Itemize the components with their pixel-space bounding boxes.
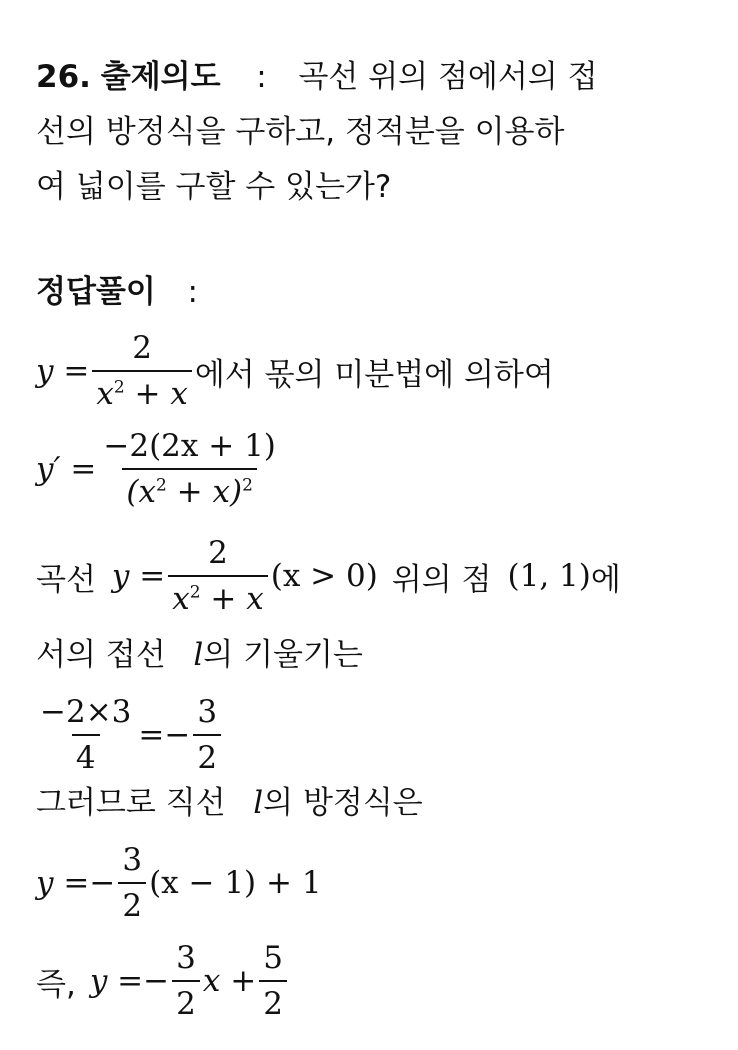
step8-fraction: [172, 940, 200, 1022]
step8-prefix: 즉,: [36, 966, 76, 1003]
intent-text-3: 여 넓이를 구할 수 있는가?: [36, 169, 392, 205]
step1-row: [36, 330, 554, 412]
step6-text-b: 의 방정식은: [263, 785, 423, 821]
step8-frac-num: 3: [176, 940, 196, 976]
step3-frac-num: 2: [208, 535, 228, 571]
step5-frac-num: −2×3: [40, 694, 132, 730]
step5-fraction-2: [193, 694, 221, 776]
intent-text-1: 곡선 위의 점에서의 접: [298, 59, 598, 95]
step5-frac-den: 4: [72, 734, 100, 776]
step8-frac2-num: 5: [263, 940, 283, 976]
step8-frac2-den: 2: [259, 980, 287, 1022]
step6-row: [36, 785, 423, 821]
step5-frac2-den: 2: [193, 734, 221, 776]
step3-point: (1, 1): [507, 558, 591, 594]
step8-fraction-2: [259, 940, 287, 1022]
problem-number: 26.: [36, 59, 91, 95]
step6-text-a: 그러므로 직선: [36, 785, 226, 821]
step3-suffix: 에: [590, 561, 621, 598]
step1-text: 에서 몫의 미분법에 의하여: [194, 356, 554, 393]
step5-fraction: [36, 694, 135, 776]
step4-row: [36, 637, 363, 673]
step6-var: l: [253, 785, 264, 821]
step4-var: l: [193, 637, 204, 673]
step1-fraction: [92, 330, 191, 412]
step5-frac2-num: 3: [197, 694, 218, 730]
step7-fraction: [118, 842, 146, 924]
step4-text-b: 의 기울기는: [203, 637, 363, 673]
intent-label: 출제의도: [100, 59, 221, 95]
step2-lhs: y′ =: [36, 451, 97, 487]
step4-text-a: 서의 접선: [36, 637, 166, 673]
step5-row: [36, 694, 224, 776]
step8-row: [36, 940, 290, 1022]
step7-lhs: y =−: [36, 865, 116, 901]
step2-fraction: [99, 428, 280, 510]
step3-row: [36, 535, 621, 617]
step5-equals: =−: [138, 717, 191, 753]
step3-fraction: [168, 535, 267, 617]
step7-frac-num: 3: [122, 842, 143, 878]
step1-frac-den: $x^2 + x$: [92, 370, 191, 412]
step1-frac-num: 2: [132, 330, 152, 366]
step3-middle: 위의 점: [391, 561, 492, 598]
step2-frac-den: $(x^2 + x)^2$: [122, 468, 257, 510]
step3-frac-den: $x^2 + x$: [168, 575, 267, 617]
solution-colon: :: [187, 274, 198, 310]
step2-frac-num: −2(2x + 1): [103, 428, 276, 464]
step7-rest: (x − 1) + 1: [149, 865, 322, 901]
step8-lhs: y =−: [89, 963, 170, 999]
step3-prefix: 곡선: [36, 561, 96, 598]
step1-lhs: y =: [36, 353, 90, 389]
step8-frac-den: 2: [172, 980, 200, 1022]
step3-condition: (x > 0): [270, 558, 378, 594]
step2-row: [36, 428, 283, 510]
step3-lhs: y =: [111, 558, 166, 594]
intent-colon: :: [256, 59, 267, 95]
solution-label-line: [36, 274, 198, 310]
solution-label: 정답풀이: [36, 274, 156, 310]
step8-mid: x +: [202, 963, 257, 999]
intent-text-2: 선의 방정식을 구하고, 정적분을 이용하: [36, 114, 565, 150]
step7-row: [36, 842, 322, 924]
step7-frac-den: 2: [118, 882, 146, 924]
header-line-1: [36, 59, 598, 95]
